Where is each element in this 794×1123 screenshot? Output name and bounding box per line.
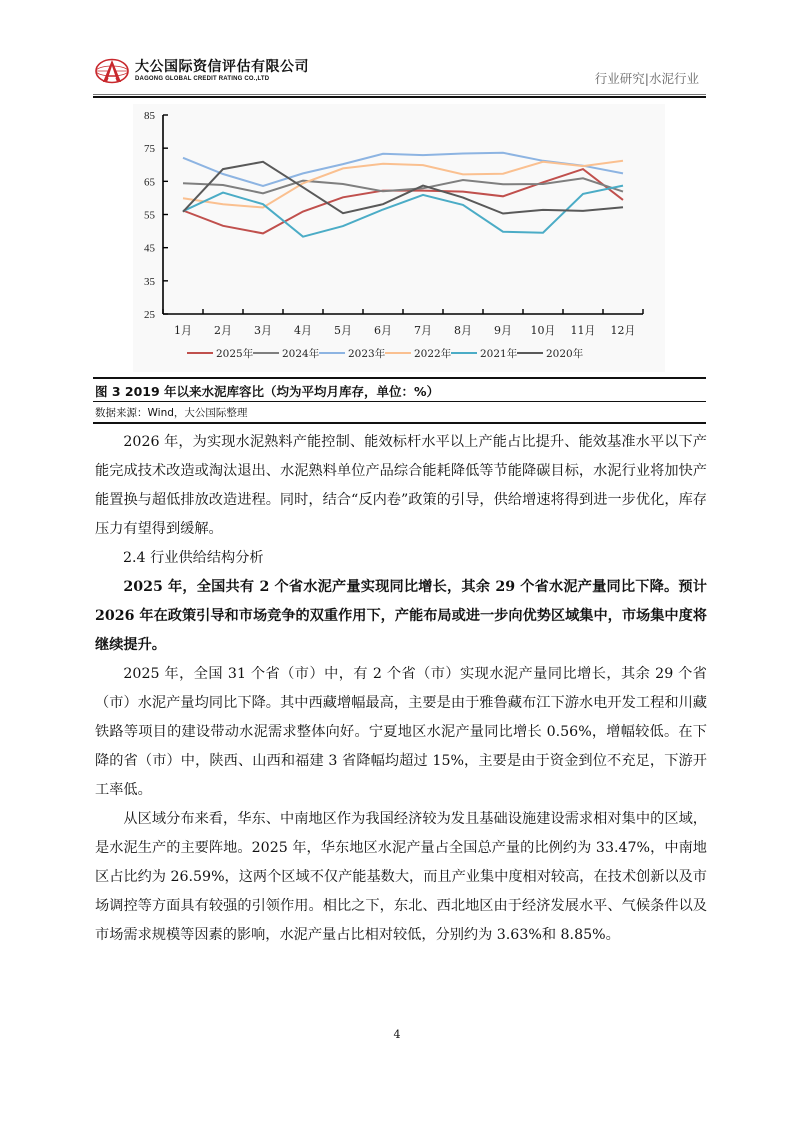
legend-label: 2022年 [414, 348, 452, 360]
figure-source: 数据来源：Wind，大公国际整理 [95, 407, 248, 419]
legend-label: 2020年 [546, 348, 584, 360]
legend-label: 2024年 [282, 348, 320, 360]
y-tick-label: 35 [144, 275, 155, 288]
x-tick-label: 5月 [334, 324, 352, 337]
paragraph-provincial-output: 2025 年，全国 31 个省（市）中，有 2 个省（市）实现水泥产量同比增长，其余 29 个省（市）水泥产量均同比下降。其中西藏增幅最高，主要是由于雅鲁藏布江下游水电开发工程和川藏铁路等项目的建设带动水泥需求整体向好。宁夏地区水泥产量同比增长 0.56%，增幅较低。在下降的省（市）中，陕西、山西和福建 3 省降幅均超过 15%，主要是由于资金到位不充足，下游开工率低。 [95, 666, 707, 798]
legend-label: 2025年 [216, 348, 254, 360]
y-tick-label: 65 [144, 176, 155, 189]
x-tick-label: 7月 [414, 324, 432, 337]
company-name-cn: 大公国际资信评估有限公司 [135, 58, 309, 75]
x-tick-label: 12月 [610, 324, 636, 337]
y-tick-label: 85 [144, 110, 155, 122]
page-header [93, 56, 707, 96]
paragraph-key-summary: 2025 年，全国共有 2 个省水泥产量实现同比增长，其余 29 个省水泥产量同比下降。预计 2026 年在政策引导和市场竞争的双重作用下，产能布局或进一步向优势区域集中，市场集中度将继续提升。 [95, 579, 707, 653]
x-tick-label: 1月 [174, 324, 192, 337]
y-tick-label: 75 [144, 143, 155, 156]
caption-rule-bottom [93, 422, 706, 424]
company-name-en: DAGONG GLOBAL CREDIT RATING CO.,LTD [135, 75, 270, 82]
line-chart [133, 104, 665, 372]
y-tick-label: 45 [144, 242, 155, 255]
y-axis [144, 110, 168, 321]
series-lines [183, 153, 623, 237]
legend-label: 2021年 [480, 348, 518, 360]
caption-rule-top [93, 377, 706, 379]
caption-rule-middle [93, 401, 706, 402]
x-tick-label: 4月 [294, 324, 312, 337]
y-tick-label: 25 [144, 309, 155, 321]
legend-label: 2023年 [348, 348, 386, 360]
x-tick-label: 9月 [494, 324, 512, 337]
x-axis [163, 309, 643, 337]
x-tick-label: 8月 [454, 324, 472, 337]
x-tick-label: 2月 [214, 324, 232, 337]
company-logo [95, 58, 309, 84]
header-section-label: 行业研究|水泥行业 [594, 71, 699, 86]
x-tick-label: 11月 [570, 324, 596, 337]
section-heading: 2.4 行业供给结构分析 [123, 550, 264, 566]
dagong-logo-icon [95, 58, 129, 84]
chart-container [133, 104, 665, 372]
page-number: 4 [393, 1028, 401, 1041]
y-tick-label: 55 [144, 209, 155, 222]
chart-legend [187, 347, 584, 360]
header-divider-thick [93, 96, 706, 98]
x-tick-label: 6月 [374, 324, 392, 337]
header-divider-thin [93, 94, 706, 95]
figure-caption: 图 3 2019 年以来水泥库容比（均为平均月库存，单位：%） [95, 384, 440, 399]
paragraph-outlook-2026: 2026 年，为实现水泥熟料产能控制、能效标杆水平以上产能占比提升、能效基准水平以下产能完成技术改造或淘汰退出、水泥熟料单位产品综合能耗降低等节能降碳目标，水泥行业将加快产能置换与超低排放改造进程。同时，结合“反内卷”政策的引导，供给增速将得到进一步优化，库存压力有望得到缓解。 [95, 434, 707, 537]
paragraph-regional-distribution: 从区域分布来看，华东、中南地区作为我国经济较为发且基础设施建设需求相对集中的区域，是水泥生产的主要阵地。2025 年，华东地区水泥产量占全国总产量的比例约为 33.47%，中南地区占比约为 26.59%，这两个区域不仅产能基数大，而且产业集中度相对较高，在技术创新以及市场调控等方面具有较强的引领作用。相比之下，东北、西北地区由于经济发展水平、气候条件以及市场需求规模等因素的影响，水泥产量占比相对较低，分别约为 3.63%和 8.85%。 [95, 811, 707, 943]
x-tick-label: 3月 [254, 324, 272, 337]
x-tick-label: 10月 [530, 324, 556, 337]
